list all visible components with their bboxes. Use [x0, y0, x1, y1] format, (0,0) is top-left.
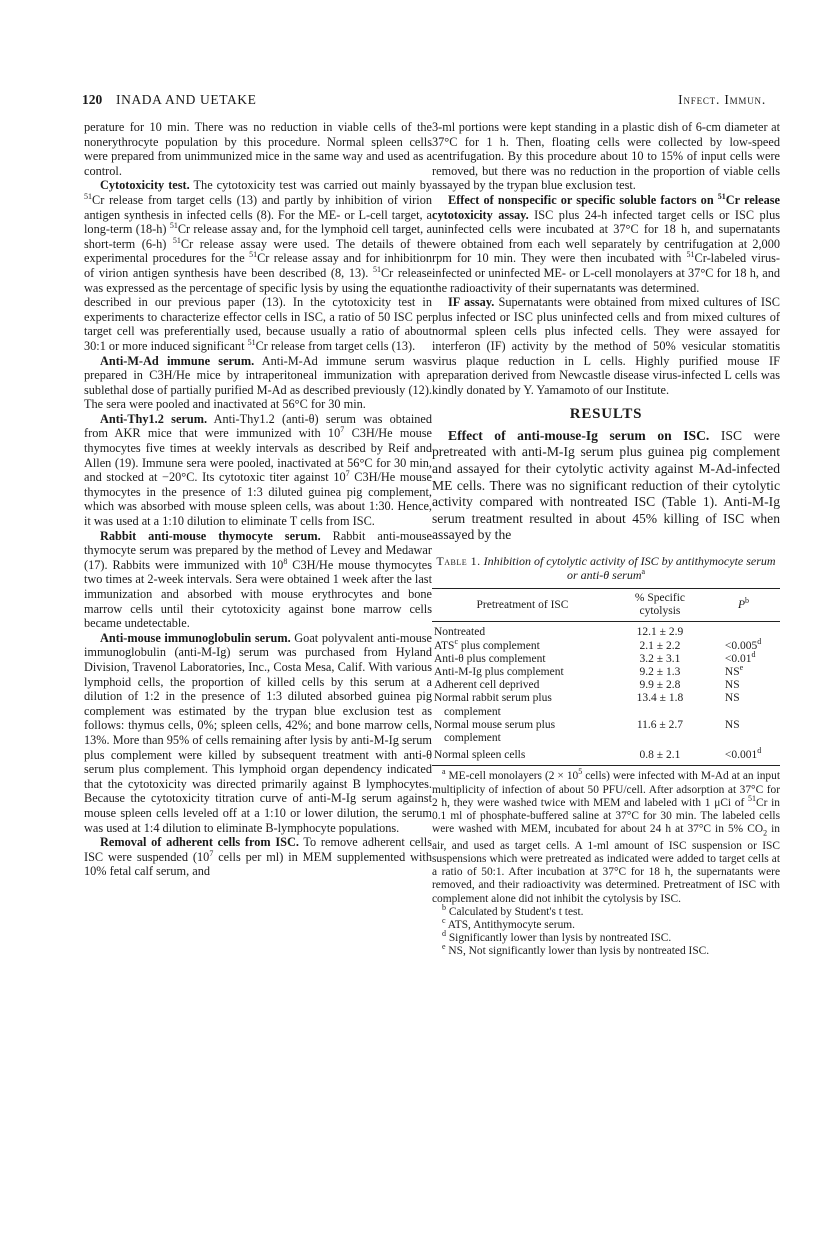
column-header: % Specific cytolysis: [613, 589, 707, 622]
paragraph-if-assay: IF assay. Supernatants were obtained from mixed cultures of ISC plus infected or ISC plus uninfected cells and from mixed cultures of normal spleen cells plus infected cells. They were assayed for interferon (IF) activity by the method of 50% vesicular stomatitis virus plaque reduction in L cells. Highly purified mouse IF preparation derived from Newcastle disease virus-infected L cells was kindly donated by Y. Yamamoto of our Institute.: [432, 295, 781, 397]
section-heading: Effect of nonspecific or specific soluble factors on $^{51}$Cr release cytotoxicity assay.: [432, 191, 780, 222]
column-header: $P^b$: [707, 589, 780, 622]
section-heading: Effect of anti-mouse-Ig serum on ISC.: [448, 427, 710, 443]
paragraph-adherent-removal: Removal of adherent cells from ISC. To remove adherent cells ISC were suspended ($10^7$ cells per ml) in MEM supplemented with 10% fetal calf serum, and: [84, 835, 432, 879]
table-label: Table 1.: [436, 554, 481, 569]
table-row: Normal mouse serum plus complement 11.6 ± 2.7 NS: [434, 718, 740, 745]
section-heading: Anti-M-Ad immune serum.: [100, 353, 255, 368]
table-row: Nontreated 12.1 ± 2.9: [434, 626, 684, 639]
page-header: [82, 92, 766, 112]
paragraph-continuation: perature for 10 min. There was no reduction in viable cells of the nonerythrocyte population by this procedure. Normal spleen cells were prepared from unimmunized mice in the same way and used as a control.: [84, 120, 432, 178]
section-heading: Cytotoxicity test.: [100, 178, 190, 193]
paragraph-anti-thy-serum: Anti-Thy1.2 serum. Anti-Thy1.2 (anti-θ) serum was obtained from AKR mice that were immunized with $10^7$ C3H/He mouse thymocytes five times at weekly intervals as described by Reif and Allen (19). Immune sera were pooled, inactivated at 56°C for 30 min, and stocked at −20°C. Its cytotoxic titer against $10^7$ C3H/He mouse thymocytes in the presence of 1:3 diluted guinea pig complement, which was absorbed with mouse spleen cells, was about 1:30. Hence, it was used at a 1:10 dilution to eliminate T cells from ISC.: [84, 411, 432, 529]
footnote-e: $^e$ NS, Not significantly lower than lysis by nontreated ISC.: [442, 942, 710, 958]
table-row: Anti-θ plus complement 3.2 ± 3.1 <0.01$^d$: [434, 650, 756, 665]
section-heading: Anti-mouse immunoglobulin serum.: [100, 630, 291, 645]
table-row: Normal spleen cells 0.8 ± 2.1 <0.001$^d$: [432, 745, 780, 766]
table-header-row: [432, 589, 780, 622]
section-heading: IF assay.: [448, 295, 495, 310]
paragraph-rabbit-serum: Rabbit anti-mouse thymocyte serum. Rabbit anti-mouse thymocyte serum was prepared by the method of Levey and Medawar (17). Rabbits were immunized with $10^8$ C3H/He mouse thymocytes two times at 2-week intervals. Sera were obtained 1 week after the last immunization and absorbed with mouse erythrocytes and bone marrow cells until their cytotoxicity against bone marrow cells became undetectable.: [84, 528, 432, 631]
left-column: [84, 120, 432, 879]
page-number: 120: [82, 92, 103, 107]
paragraph-anti-mad-serum: Anti-M-Ad immune serum. Anti-M-Ad immune serum was prepared in C3H/He mice by intraperitoneal immunization with a sublethal dose of partially purified M-Ad as described previously (12). The sera were pooled and inactivated at 56°C for 30 min.: [84, 353, 433, 412]
journal-name: Infect. Immun.: [678, 92, 766, 107]
paragraph-soluble-factors: Effect of nonspecific or specific soluble factors on $^{51}$Cr release cytotoxicity assay. ISC plus 24-h infected target cells or ISC plus uninfected cells were incubated at 37°C for 18 h, and supernatants were obtained from each well separately by centrifugation at 2,000 rpm for 10 min. They were then incubated with $^{51}$Cr-labeled virus-infected or uninfected ME- or L-cell monolayers at 37°C for 18 h, and the radioactivity of their supernatants was determined.: [432, 191, 781, 295]
footnote-c: $^c$ ATS, Antithymocyte serum.: [442, 916, 575, 931]
paragraph-cytotoxicity-test: Cytotoxicity test. The cytotoxicity test was carried out mainly by $^{51}$Cr release from target cells (13) and partly by inhibition of virion antigen synthesis in infected cells (8). For the ME- or L-cell target, a long-term (18-h) $^{51}$Cr release assay and, for the lymphoid cell target, a short-term (6-h) $^{51}$Cr release assay were used. The details of the experimental procedures for the $^{51}$Cr release assay and for inhibition of virion antigen synthesis have been described (8, 13). $^{51}$Cr release was expressed as the percentage of specific lysis by using the equation described in our previous paper (13). In the cytotoxicity test in experiments to characterize effector cells in ISC, a ratio of 50 ISC per target cell was preferentially used, because usually a ratio of about 30:1 or more induced significant $^{51}$Cr release from target cells (13).: [84, 178, 432, 353]
footnote-b: $^b$ Calculated by Student's t test.: [442, 902, 584, 918]
results-body: [432, 428, 780, 544]
section-heading: Removal of adherent cells from ISC.: [100, 835, 299, 850]
paragraph-continuation: 3-ml portions were kept standing in a plastic dish of 6-cm diameter at 37°C for 1 h. Then, floating cells were collected by low-speed centrifugation. By this procedure about 10 to 15% of input cells were removed, but there was no reduction in the proportion of viable cells assayed by the trypan blue exclusion test.: [432, 120, 780, 193]
paragraph-anti-ig-serum: Anti-mouse immunoglobulin serum. Goat polyvalent anti-mouse immunoglobulin (anti-M-Ig) serum was purchased from Hyland Division, Travenol Laboratories, Inc., Costa Mesa, Calif. With various lymphoid cells, the proportion of killed cells by this serum at a dilution of 1:2 in the presence of 1:3 diluted absorbed guinea pig complement was estimated by the trypan blue exclusion test as follows: thymus cells, 0%; spleen cells, 42%; and bone marrow cells, 13%. More than 95% of cells remaining after lysis by anti-M-Ig serum plus complement were killed by subsequent treatment with anti-θ serum plus complement. This lymphoid organ dependency indicated that the cytotoxicity was directed primarily against B lymphocytes. Because the cytotoxicity titration curve of anti-M-Ig serum against mouse spleen cells leveled off at a 1:10 or lower dilution, the serum was used at 1:4 dilution to eliminate B-lymphocyte populations.: [84, 630, 432, 835]
running-authors: INADA AND UETAKE: [116, 92, 257, 107]
table-row: Adherent cell deprived 9.9 ± 2.8 NS: [434, 679, 740, 692]
section-heading: Anti-Thy1.2 serum.: [100, 411, 208, 426]
results-heading: RESULTS: [569, 406, 643, 423]
section-heading: Rabbit anti-mouse thymocyte serum.: [100, 528, 321, 543]
table-footnotes: [432, 767, 780, 958]
footnote-d: $^d$ Significantly lower than lysis by nontreated ISC.: [442, 929, 672, 945]
table-row: Anti-M-Ig plus complement 9.2 ± 1.3 $NS^e$: [434, 663, 744, 679]
table-row: ATS$^c$ plus complement 2.1 ± 2.2 <0.005$^d$: [434, 636, 762, 652]
footnote-a: $^a$ ME-cell monolayers ($2 \times 10^5$ cells) were infected with M-Ad at an input multiplicity of infection of about 50 PFU/cell. After adsorption at 37°C for 2 h, they were washed twice with MEM and labeled with 1 μCi of $^{51}$Cr in 0.1 ml of phosphate-buffered saline at 37°C for 30 min. The labeled cells were washed with MEM, incubated for about 24 h at 37°C in 5% $CO_2$ in air, and used as target cells. A 1-ml amount of ISC suspension or ISC suspensions which were pretreated as indicated were added to target cells at a ratio of 50:1. After incubation at 37°C for 18 h, the supernatants were removed, and their radioactivity was determined. Pretreatment of ISC with complement alone did not inhibit the cytolysis by ISC.: [432, 767, 780, 905]
table-1: [432, 588, 780, 766]
table-row: Normal rabbit serum plus complement 13.4 ± 1.8 NS: [434, 692, 740, 718]
column-header: Pretreatment of ISC: [432, 589, 613, 622]
right-column: [432, 120, 780, 959]
paragraph-anti-ig-effect: Effect of anti-mouse-Ig serum on ISC. ISC were pretreated with anti-M-Ig serum plus guinea pig complement and assayed for their cytolytic activity against M-Ad-infected ME cells. There was no significant reduction of their cytolytic activity compared with nontreated ISC (Table 1). Anti-M-Ig serum treatment resulted in about 45% killing of ISC when assayed by the: [432, 427, 780, 543]
table-caption: Table 1. Inhibition of cytolytic activity of ISC by antithymocyte serum or anti-θ serum$^a$: [436, 554, 776, 583]
